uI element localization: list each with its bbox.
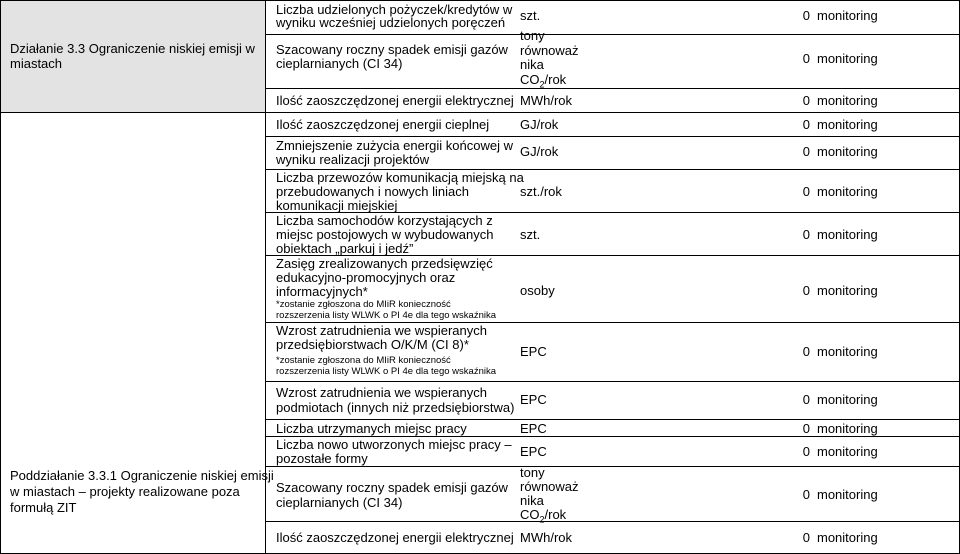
unit: EPC [520, 421, 547, 436]
indicator-line: obiektach „parkuj i jedź” [276, 241, 414, 256]
indicator-line: edukacyjno-promocyjnych oraz [276, 270, 456, 285]
source: monitoring [817, 530, 878, 545]
unit: $CO_2$/rok [520, 507, 567, 525]
unit: równoważ [520, 479, 579, 494]
unit: $CO_2$/rok [520, 72, 567, 90]
source: monitoring [817, 8, 878, 23]
source: monitoring [817, 487, 878, 502]
value: 0 [802, 344, 810, 359]
value: 0 [802, 421, 810, 436]
unit: szt. [520, 227, 541, 242]
block-2-label-line-1: Poddziałanie 3.3.1 Ograniczenie niskiej emisji [10, 468, 274, 483]
unit: GJ/rok [520, 144, 559, 159]
unit: EPC [520, 392, 547, 407]
indicator-line: Wzrost zatrudnienia we wspieranych [276, 385, 487, 400]
block-2-label-line-3: formułą ZIT [10, 500, 77, 515]
value: 0 [802, 444, 810, 459]
source: monitoring [817, 421, 878, 436]
indicator-line: Liczba nowo utworzonych miejsc pracy – [276, 437, 512, 452]
source: monitoring [817, 392, 878, 407]
source: monitoring [817, 93, 878, 108]
source: monitoring [817, 344, 878, 359]
indicator-line: Liczba samochodów korzystających z [276, 213, 493, 228]
indicator-note: *zostanie zgłoszona do MIiR konieczność [276, 299, 451, 310]
value: 0 [802, 487, 810, 502]
unit: nika [520, 493, 544, 508]
value: 0 [802, 93, 810, 108]
indicator-note: rozszerzenia listy WLWK o PI 4e dla tego wskaźnika [276, 310, 496, 321]
indicator-line: przedsiębiorstwach O/K/M (CI 8)* [276, 337, 469, 352]
indicator-line: informacyjnych* [276, 284, 368, 299]
indicator-line: pozostałe formy [276, 451, 368, 466]
unit: równoważ [520, 43, 579, 58]
unit: MWh/rok [520, 93, 572, 108]
indicator-line: przebudowanych i nowych liniach [276, 184, 469, 199]
value: 0 [802, 144, 810, 159]
unit: MWh/rok [520, 530, 572, 545]
indicator-line: Ilość zaoszczędzonej energii elektrycznej [276, 93, 514, 108]
indicator-line: wyniku realizacji projektów [276, 152, 430, 167]
unit: tony [520, 28, 545, 43]
unit: osoby [520, 283, 555, 298]
indicator-line: podmiotach (innych niż przedsiębiorstwa) [276, 400, 515, 415]
unit: tony [520, 465, 545, 480]
source: monitoring [817, 184, 878, 199]
indicator-line: komunikacji miejskiej [276, 198, 398, 213]
indicator-line: Wzrost zatrudnienia we wspieranych [276, 323, 487, 338]
unit: GJ/rok [520, 117, 559, 132]
block-1-label-line-1: Działanie 3.3 Ograniczenie niskiej emisji w [10, 41, 255, 56]
source: monitoring [817, 283, 878, 298]
indicator-line: cieplarnianych (CI 34) [276, 495, 403, 510]
indicator-line: Zmniejszenie zużycia energii końcowej w [276, 138, 513, 153]
unit: EPC [520, 344, 547, 359]
indicator-line: Liczba utrzymanych miejsc pracy [276, 421, 467, 436]
indicator-line: Ilość zaoszczędzonej energii cieplnej [276, 117, 490, 132]
value: 0 [802, 184, 810, 199]
indicator-line: wyniku wcześniej udzielonych poręczeń [276, 15, 506, 30]
indicator-line: miejsc postojowych w wybudowanych [276, 227, 494, 242]
indicator-line: Liczba przewozów komunikacją miejską na [276, 170, 524, 185]
source: monitoring [817, 144, 878, 159]
indicator-note: *zostanie zgłoszona do MIiR konieczność [276, 355, 451, 366]
indicator-line: Zasięg zrealizowanych przedsięwzięć [276, 256, 493, 271]
unit: nika [520, 57, 544, 72]
value: 0 [802, 117, 810, 132]
indicator-line: cieplarnianych (CI 34) [276, 56, 403, 71]
source: monitoring [817, 444, 878, 459]
unit: szt./rok [520, 184, 562, 199]
source: monitoring [817, 51, 878, 66]
value: 0 [802, 283, 810, 298]
indicator-note: rozszerzenia listy WLWK o PI 4e dla tego wskaźnika [276, 366, 496, 377]
indicator-line: Szacowany roczny spadek emisji gazów [276, 480, 508, 495]
unit: szt. [520, 8, 541, 23]
source: monitoring [817, 117, 878, 132]
value: 0 [802, 392, 810, 407]
indicator-line: Szacowany roczny spadek emisji gazów [276, 42, 508, 57]
block-1-label-line-2: miastach [10, 56, 63, 71]
indicator-line: Ilość zaoszczędzonej energii elektrycznej [276, 530, 514, 545]
unit: EPC [520, 444, 547, 459]
indicator-line: Liczba udzielonych pożyczek/kredytów w [276, 2, 513, 17]
source: monitoring [817, 227, 878, 242]
value: 0 [802, 8, 810, 23]
value: 0 [802, 51, 810, 66]
value: 0 [802, 227, 810, 242]
value: 0 [802, 530, 810, 545]
block-2-label-line-2: w miastach – projekty realizowane poza [10, 484, 240, 499]
